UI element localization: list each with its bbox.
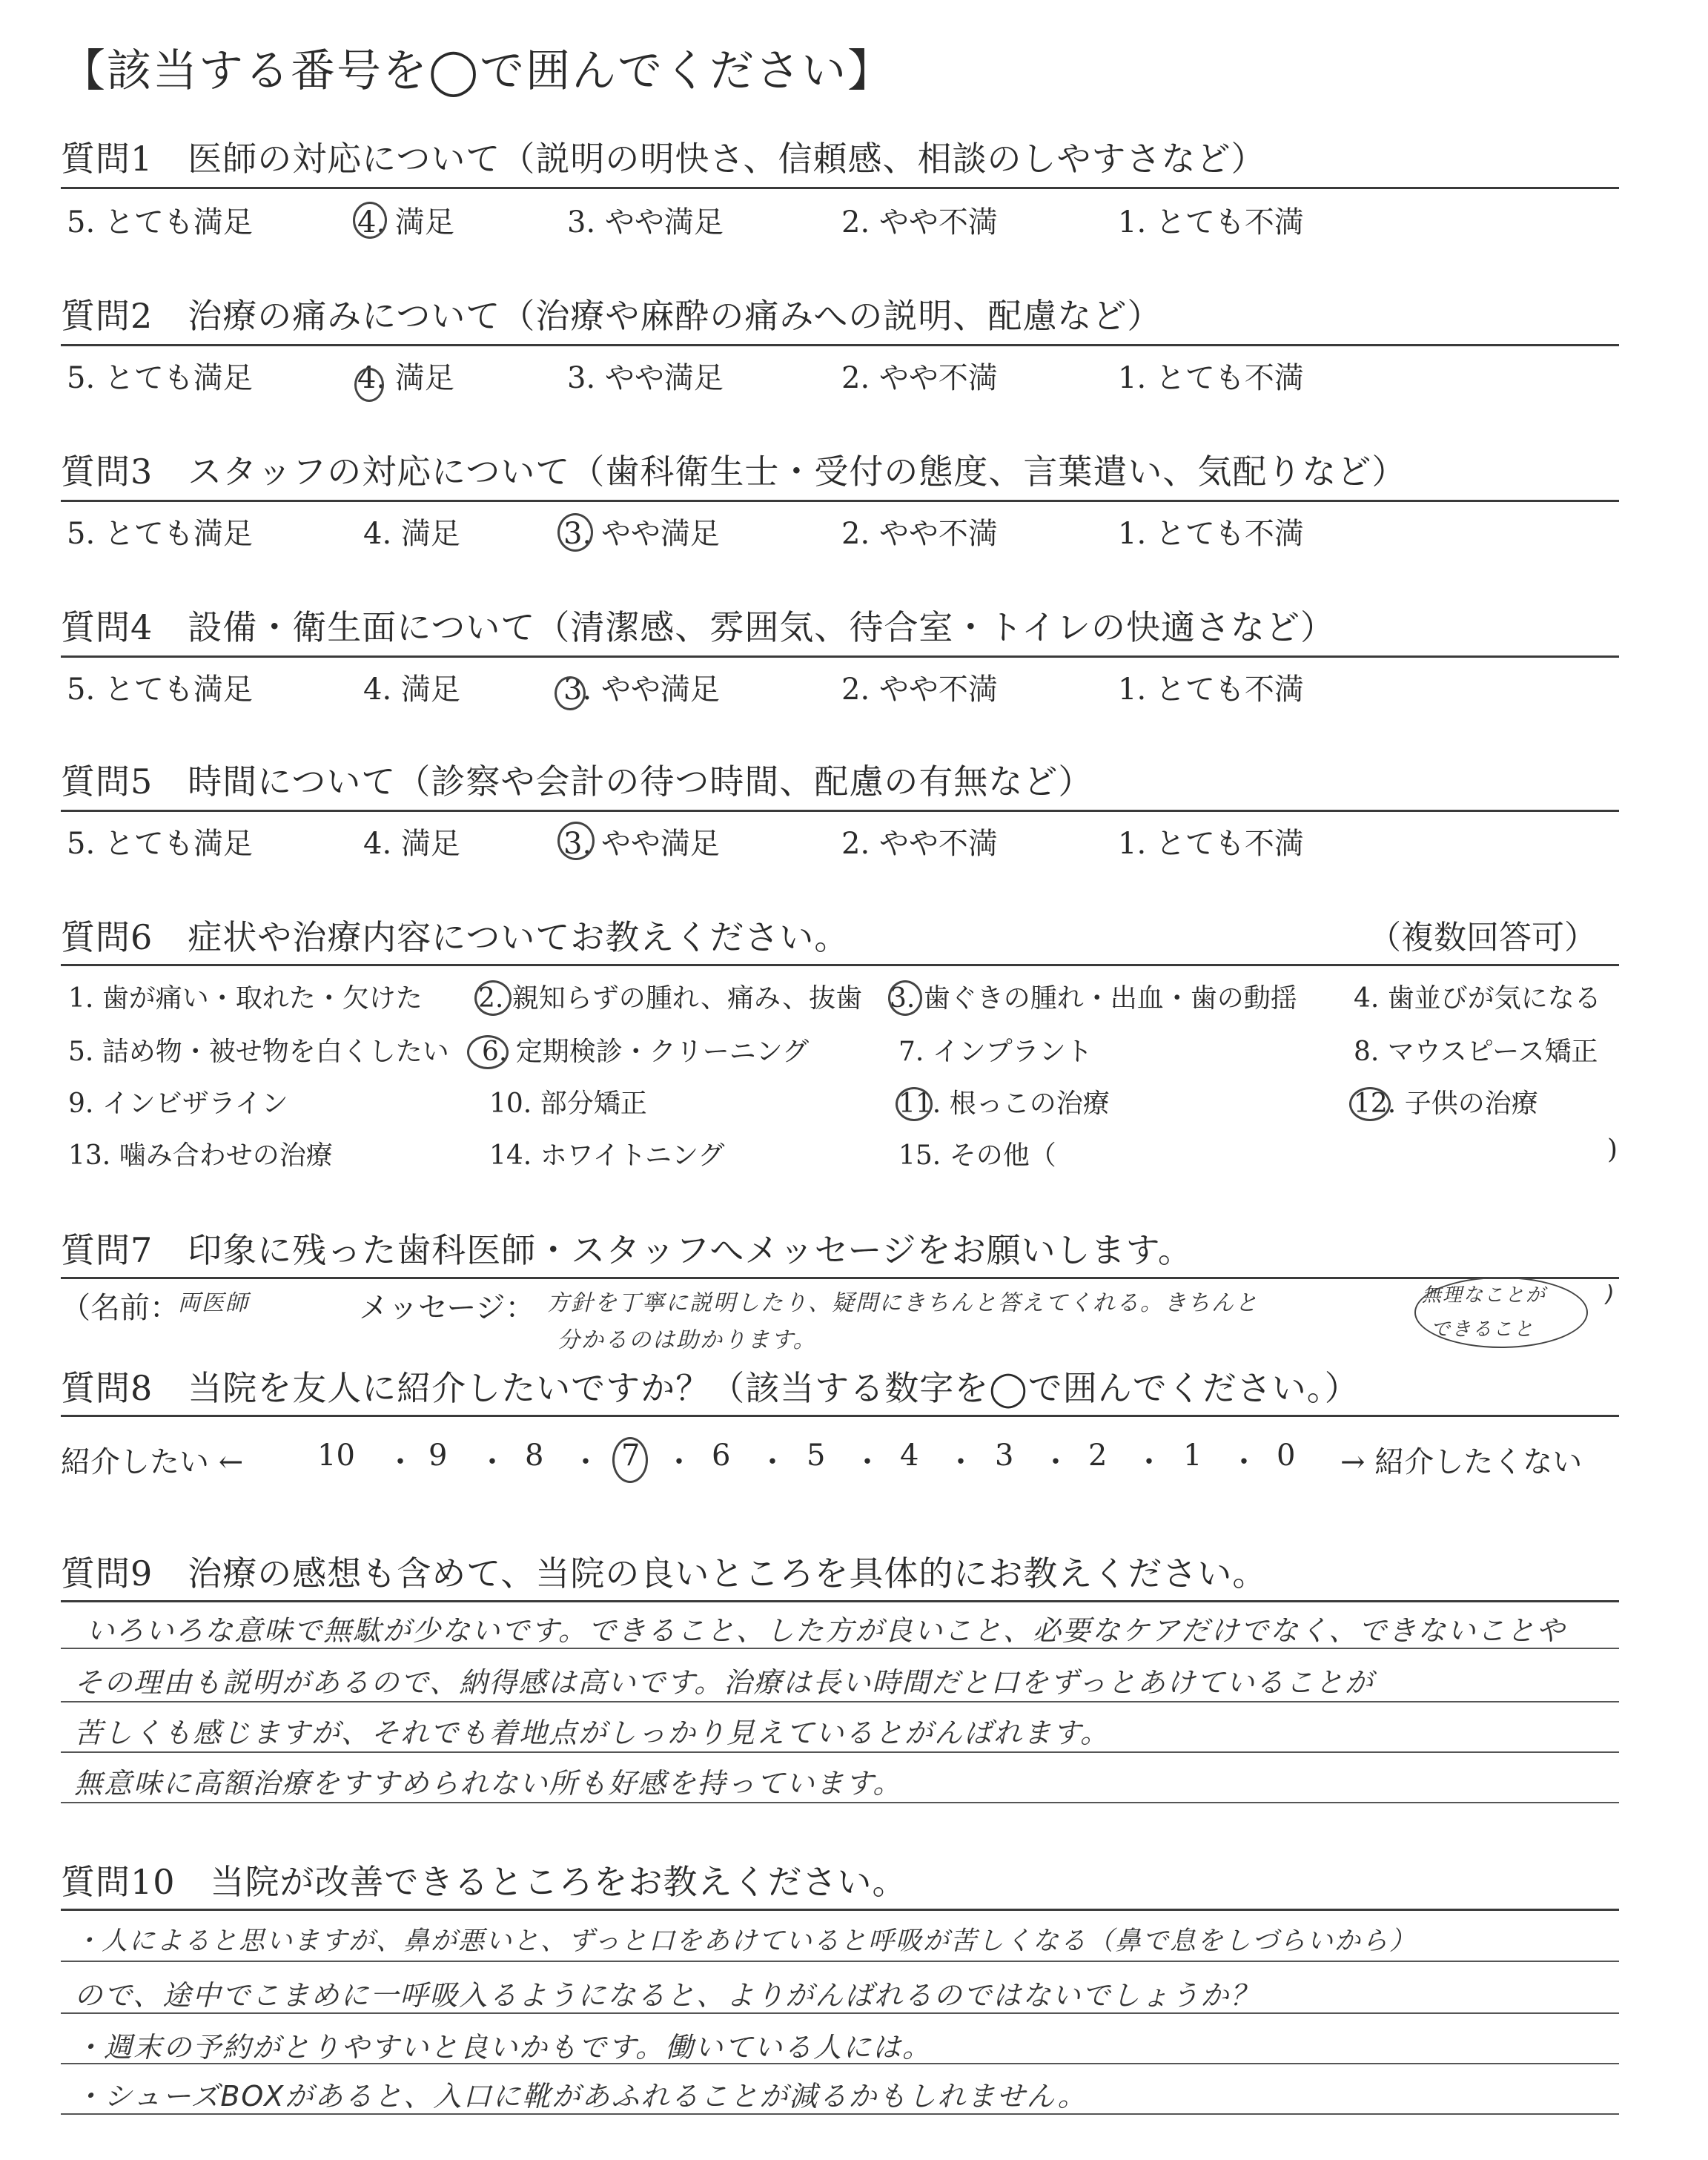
q8-scale-dot: ・ xyxy=(664,1445,694,1479)
q6-item-6[interactable]: 6. 定期検診・クリーニング xyxy=(482,1037,810,1067)
q8-rule xyxy=(61,1415,1619,1417)
q8-title: 質問8 当院を友人に紹介したいですか？（該当する数字を◯で囲んでください。） xyxy=(61,1368,1360,1408)
q7-message-aside1[interactable]: 無理なことが xyxy=(1422,1284,1547,1307)
q7-title: 質問7 印象に残った歯科医師・スタッフへメッセージをお願いします。 xyxy=(61,1230,1193,1270)
q1-option-1[interactable]: 1. とても不満 xyxy=(1118,205,1304,240)
q5-selected-circle xyxy=(557,822,595,860)
q6-item-12[interactable]: 12. 子供の治療 xyxy=(1354,1089,1538,1119)
q2-selected-circle xyxy=(354,368,384,402)
q4-title: 質問4 設備・衛生面について（清潔感、雰囲気、待合室・トイレの快適さなど） xyxy=(61,607,1336,647)
q8-scale-8[interactable]: 8 xyxy=(525,1439,544,1473)
q10-line-rule xyxy=(61,1961,1619,1962)
q8-scale-dot: ・ xyxy=(1229,1445,1259,1479)
q8-scale-10[interactable]: 10 xyxy=(317,1439,355,1473)
q9-answer-line[interactable]: いろいろな意味で無駄が少ないです。できること、した方が良いこと、必要なケアだけでなく、できないことや xyxy=(86,1614,1566,1647)
q5-option-5[interactable]: 5. とても満足 xyxy=(67,827,253,861)
q8-scale-7[interactable]: 7 xyxy=(621,1439,640,1473)
q3-option-2[interactable]: 2. やや不満 xyxy=(841,517,998,551)
q4-option-5[interactable]: 5. とても満足 xyxy=(67,673,253,707)
q6-selected-circle-2 xyxy=(474,980,512,1016)
q10-rule xyxy=(61,1909,1619,1911)
q5-option-3[interactable]: 3. やや満足 xyxy=(563,827,720,861)
q7-name-label: （名前： xyxy=(61,1291,179,1325)
q8-scale-dot: ・ xyxy=(946,1445,976,1479)
q8-scale-9[interactable]: 9 xyxy=(428,1439,448,1473)
q1-option-2[interactable]: 2. やや不満 xyxy=(841,205,998,240)
q8-selected-circle xyxy=(612,1437,648,1483)
q8-scale-6[interactable]: 6 xyxy=(712,1439,731,1473)
q6-selected-circle-12 xyxy=(1349,1087,1391,1121)
q9-line-rule xyxy=(61,1701,1619,1702)
q6-selected-circle-3 xyxy=(888,980,922,1016)
q3-title: 質問3 スタッフの対応について（歯科衛生士・受付の態度、言葉遣い、気配りなど） xyxy=(61,452,1407,492)
q8-scale-dot: ・ xyxy=(1134,1445,1164,1479)
q8-right-label: → 紹介したくない xyxy=(1340,1445,1583,1479)
q1-option-5[interactable]: 5. とても満足 xyxy=(67,205,253,240)
q1-selected-circle xyxy=(353,202,387,239)
q3-rule xyxy=(61,500,1619,502)
q7-rule xyxy=(61,1277,1619,1279)
q8-scale-2[interactable]: 2 xyxy=(1088,1439,1108,1473)
q6-item-14[interactable]: 14. ホワイトニング xyxy=(489,1140,725,1171)
q8-scale-dot: ・ xyxy=(758,1445,787,1479)
q9-answer-line[interactable]: 無意味に高額治療をすすめられない所も好感を持っています。 xyxy=(74,1767,903,1800)
q9-title: 質問9 治療の感想も含めて、当院の良いところを具体的にお教えください。 xyxy=(61,1553,1268,1593)
q6-item-15-close: ) xyxy=(1607,1135,1618,1165)
q7-message-close: ) xyxy=(1606,1281,1616,1307)
q6-item-10[interactable]: 10. 部分矯正 xyxy=(489,1089,647,1119)
q6-multiple-note: （複数回答可） xyxy=(1368,919,1597,957)
q3-option-5[interactable]: 5. とても満足 xyxy=(67,517,253,551)
q5-rule xyxy=(61,810,1619,812)
q2-option-5[interactable]: 5. とても満足 xyxy=(67,361,253,395)
q4-option-2[interactable]: 2. やや不満 xyxy=(841,673,998,707)
q1-option-3[interactable]: 3. やや満足 xyxy=(567,205,724,240)
q5-option-2[interactable]: 2. やや不満 xyxy=(841,827,998,861)
q8-scale-1[interactable]: 1 xyxy=(1183,1439,1202,1473)
q10-answer-line[interactable]: ので、途中でこまめに一呼吸入るようになると、よりがんばれるのではないでしょうか？ xyxy=(74,1979,1260,2012)
q4-option-4[interactable]: 4. 満足 xyxy=(363,673,460,707)
q4-selected-circle xyxy=(555,676,586,710)
q2-option-1[interactable]: 1. とても不満 xyxy=(1118,361,1304,395)
q6-item-2[interactable]: 2. 親知らずの腫れ、痛み、抜歯 xyxy=(478,983,863,1014)
q10-answer-line[interactable]: ・シューズBOXがあると、入口に靴があふれることが減るかもしれません。 xyxy=(74,2080,1088,2113)
q6-item-15[interactable]: 15. その他（ xyxy=(898,1140,1056,1171)
q5-title: 質問5 時間について（診察や会計の待つ時間、配慮の有無など） xyxy=(61,762,1093,802)
q6-item-3[interactable]: 3. 歯ぐきの腫れ・出血・歯の動揺 xyxy=(890,983,1297,1014)
q4-option-3[interactable]: 3. やや満足 xyxy=(563,673,720,707)
q1-option-4[interactable]: 4. 満足 xyxy=(357,205,454,240)
q6-item-8[interactable]: 8. マウスピース矯正 xyxy=(1354,1037,1598,1067)
q10-line-rule xyxy=(61,2063,1619,2064)
q10-line-rule xyxy=(61,2012,1619,2014)
q1-rule xyxy=(61,187,1619,189)
q9-answer-line[interactable]: 苦しくも感じますが、それでも着地点がしっかり見えているとがんばれます。 xyxy=(74,1717,1110,1749)
q6-selected-circle-11 xyxy=(896,1087,933,1121)
q6-selected-circle-6 xyxy=(467,1035,509,1069)
q8-scale-dot: ・ xyxy=(571,1445,600,1479)
q3-option-1[interactable]: 1. とても不満 xyxy=(1118,517,1304,551)
q8-scale-dot: ・ xyxy=(477,1445,507,1479)
q9-line-rule xyxy=(61,1802,1619,1803)
q8-scale-dot: ・ xyxy=(385,1445,415,1479)
q8-scale-3[interactable]: 3 xyxy=(995,1439,1014,1473)
q6-title: 質問6 症状や治療内容についてお教えください。 xyxy=(61,917,850,957)
q6-item-4[interactable]: 4. 歯並びが気になる xyxy=(1354,983,1601,1014)
q8-scale-4[interactable]: 4 xyxy=(900,1439,919,1473)
q8-left-label: 紹介したい ← xyxy=(61,1445,244,1479)
q10-title: 質問10 当院が改善できるところをお教えください。 xyxy=(61,1862,907,1902)
q5-option-1[interactable]: 1. とても不満 xyxy=(1118,827,1304,861)
q8-scale-dot: ・ xyxy=(1041,1445,1070,1479)
q6-item-5[interactable]: 5. 詰め物・被せ物を白くしたい xyxy=(68,1037,449,1067)
q8-scale-dot: ・ xyxy=(853,1445,882,1479)
q1-title: 質問1 医師の対応について（説明の明快さ、信頼感、相談のしやすさなど） xyxy=(61,139,1266,179)
q8-scale-0[interactable]: 0 xyxy=(1277,1439,1296,1473)
q2-option-4[interactable]: 4. 満足 xyxy=(357,361,454,395)
q6-item-13[interactable]: 13. 噛み合わせの治療 xyxy=(68,1140,333,1171)
q6-item-11[interactable]: 11. 根っこの治療 xyxy=(898,1089,1110,1119)
q2-title: 質問2 治療の痛みについて（治療や麻酔の痛みへの説明、配慮など） xyxy=(61,296,1162,336)
q2-option-2[interactable]: 2. やや不満 xyxy=(841,361,998,395)
q4-option-1[interactable]: 1. とても不満 xyxy=(1118,673,1304,707)
q8-scale-5[interactable]: 5 xyxy=(807,1439,826,1473)
q7-message-aside2[interactable]: できること xyxy=(1431,1318,1535,1341)
q3-option-3[interactable]: 3. やや満足 xyxy=(563,517,720,551)
form-heading: 【該当する番号を◯で囲んでください】 xyxy=(61,45,894,97)
q9-line-rule xyxy=(61,1751,1619,1753)
q2-rule xyxy=(61,344,1619,346)
q7-message-label: メッセージ： xyxy=(359,1291,535,1325)
q2-option-3[interactable]: 3. やや満足 xyxy=(567,361,724,395)
q7-message-line2[interactable]: 分かるのは助かります。 xyxy=(557,1327,817,1353)
q9-answer-line[interactable]: その理由も説明があるので、納得感は高いです。治療は長い時間だと口をずっとあけていることが xyxy=(74,1666,1374,1699)
q5-option-4[interactable]: 4. 満足 xyxy=(363,827,460,861)
q7-message-line1[interactable]: 方針を丁寧に説明したり、疑問にきちんと答えてくれる。きちんと xyxy=(547,1290,1259,1316)
q9-line-rule xyxy=(61,1648,1619,1649)
q6-item-7[interactable]: 7. インプラント xyxy=(898,1037,1093,1067)
q6-rule xyxy=(61,964,1619,966)
q9-rule xyxy=(61,1600,1619,1602)
q3-selected-circle xyxy=(557,513,593,552)
q7-name-value[interactable]: 両医師 xyxy=(178,1290,249,1316)
q6-item-1[interactable]: 1. 歯が痛い・取れた・欠けた xyxy=(68,983,423,1014)
q3-option-4[interactable]: 4. 満足 xyxy=(363,517,460,551)
q7-aside-circle xyxy=(1414,1277,1588,1348)
q4-rule xyxy=(61,655,1619,658)
q10-answer-line[interactable]: ・週末の予約がとりやすいと良いかもです。働いている人には。 xyxy=(74,2031,932,2064)
q10-line-rule xyxy=(61,2113,1619,2115)
q10-answer-line[interactable]: ・人によると思いますが、鼻が悪いと、ずっと口をあけていると呼吸が苦しくなる（鼻で息をしづらいから） xyxy=(74,1926,1417,1956)
q6-item-9[interactable]: 9. インビザライン xyxy=(68,1089,288,1119)
